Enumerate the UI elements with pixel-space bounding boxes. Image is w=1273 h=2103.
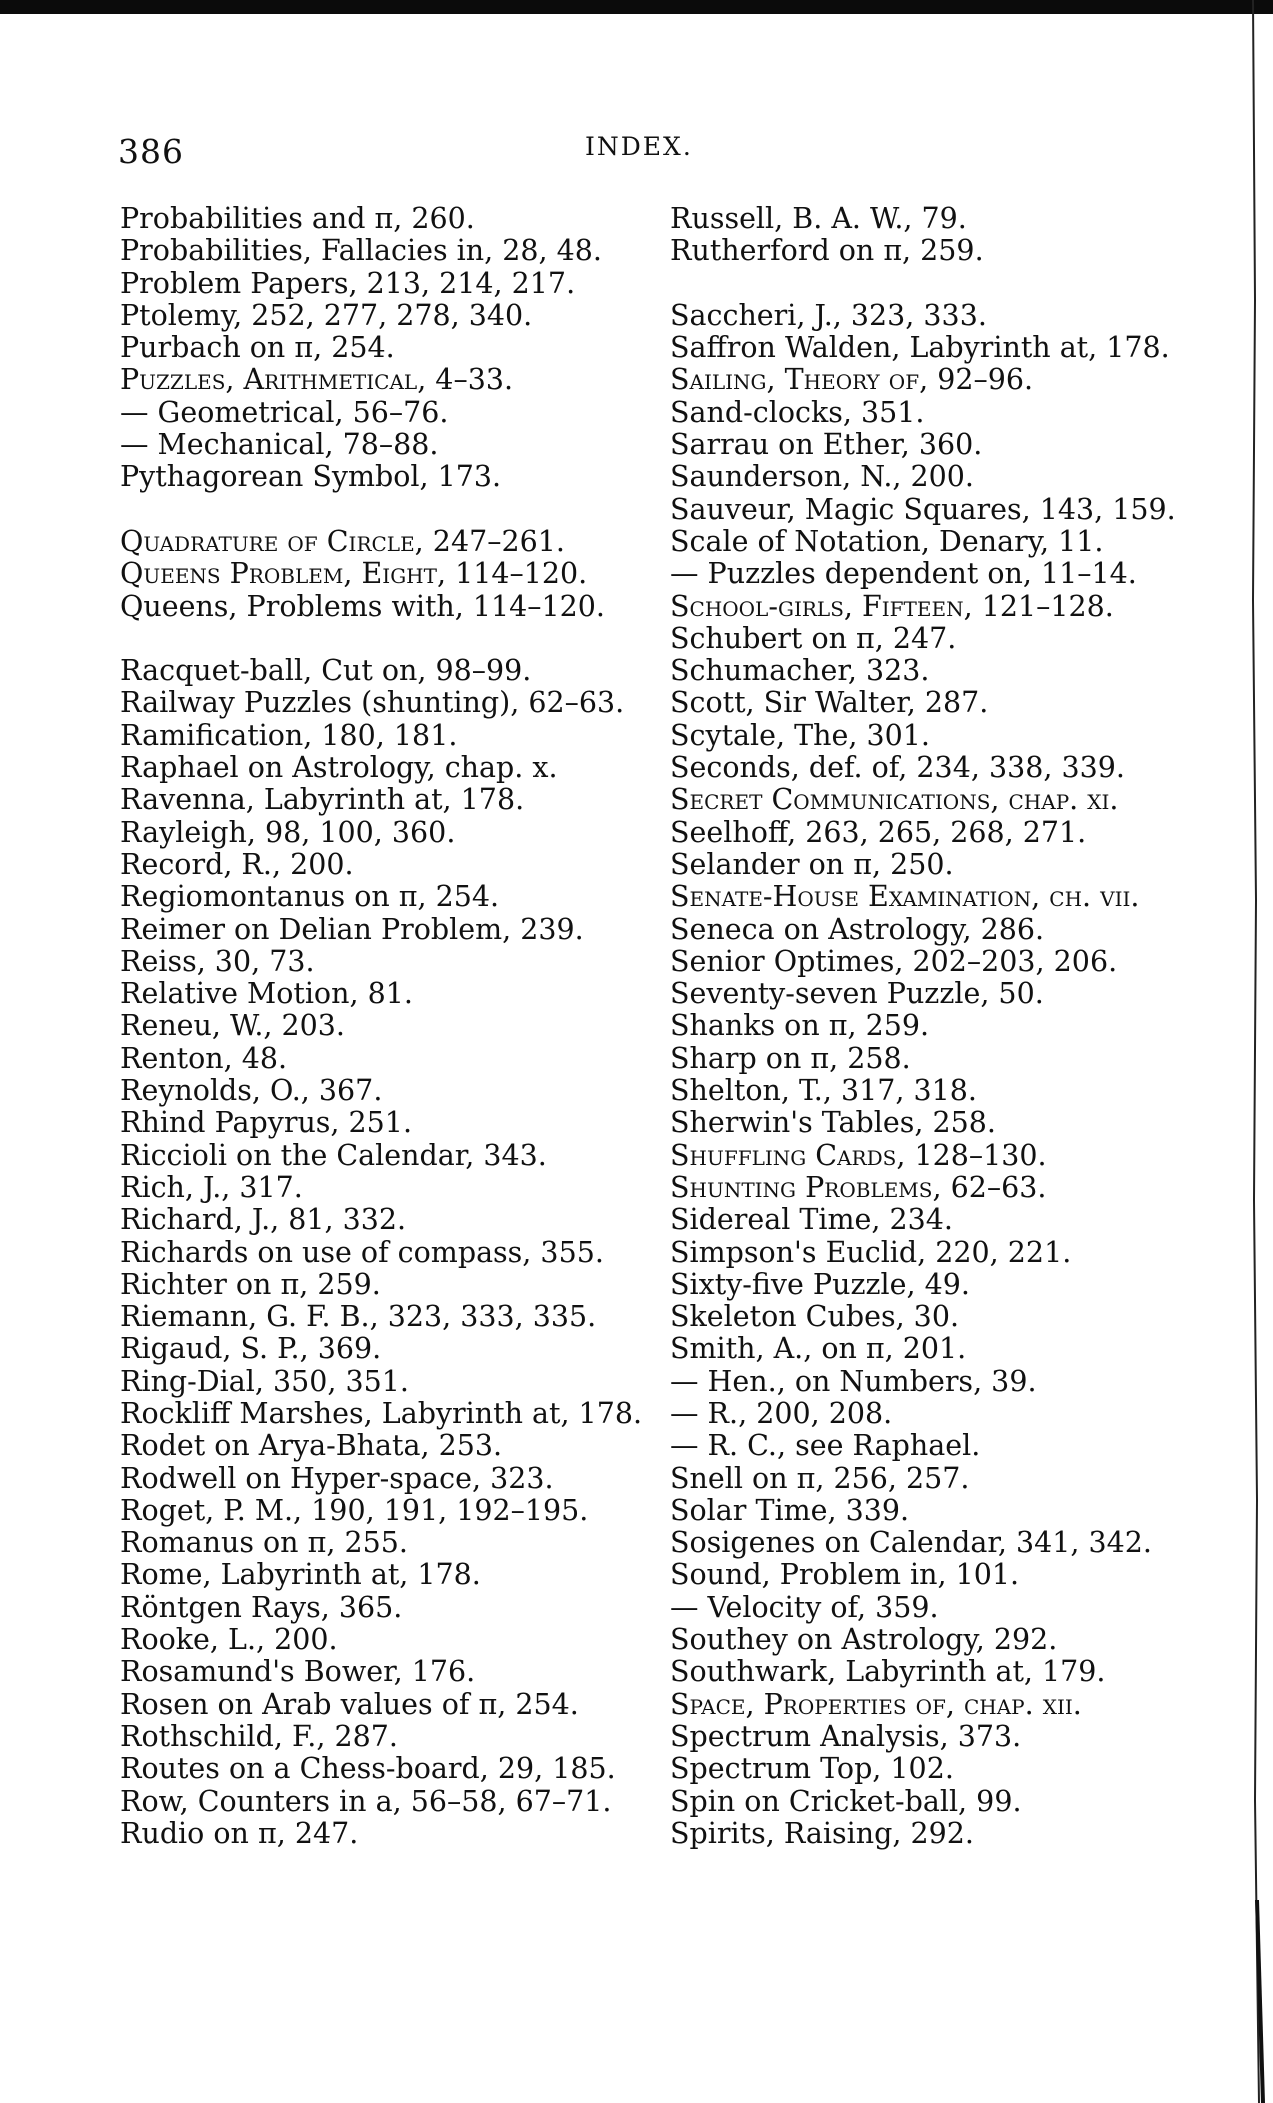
- index-entry: Rich, J., 317.: [120, 1170, 303, 1204]
- index-entry: Schumacher, 323.: [670, 654, 930, 688]
- index-entry: Shunting Problems, 62–63.: [670, 1170, 1047, 1204]
- index-entry: Spectrum Top, 102.: [670, 1752, 954, 1786]
- index-entry: — Geometrical, 56–76.: [120, 395, 449, 429]
- index-entry: Rodwell on Hyper-space, 323.: [120, 1461, 554, 1495]
- index-entry: Seconds, def. of, 234, 338, 339.: [670, 751, 1125, 785]
- index-entry: Scale of Notation, Denary, 11.: [670, 524, 1104, 558]
- index-entry: Seneca on Astrology, 286.: [670, 912, 1045, 946]
- index-entry: Ravenna, Labyrinth at, 178.: [120, 783, 525, 817]
- index-entry: Sharp on π, 258.: [670, 1041, 911, 1075]
- index-entry: Senate-House Examination, ch. vii.: [670, 880, 1140, 914]
- index-entry: Ring-Dial, 350, 351.: [120, 1364, 409, 1398]
- index-entry: Rosamund's Bower, 176.: [120, 1655, 476, 1689]
- index-entry: Railway Puzzles (shunting), 62–63.: [120, 686, 625, 720]
- index-entry: Puzzles, Arithmetical, 4–33.: [120, 363, 514, 397]
- index-entry: Saffron Walden, Labyrinth at, 178.: [670, 331, 1170, 365]
- index-entry: Röntgen Rays, 365.: [120, 1590, 403, 1624]
- index-entry: Relative Motion, 81.: [120, 977, 413, 1011]
- index-entry: Renton, 48.: [120, 1041, 288, 1075]
- index-entry: Rodet on Arya-Bhata, 253.: [120, 1429, 503, 1463]
- index-entry: Rosen on Arab values of π, 254.: [120, 1687, 579, 1721]
- index-entry: Racquet-ball, Cut on, 98–99.: [120, 654, 532, 688]
- index-entry: Reimer on Delian Problem, 239.: [120, 912, 584, 946]
- index-entry: Sailing, Theory of, 92–96.: [670, 363, 1034, 397]
- index-entry: Space, Properties of, chap. xii.: [670, 1687, 1082, 1721]
- running-head: INDEX.: [585, 132, 693, 161]
- index-entry: Southey on Astrology, 292.: [670, 1623, 1058, 1657]
- index-entry: Riccioli on the Calendar, 343.: [120, 1138, 547, 1172]
- index-entry: Sarrau on Ether, 360.: [670, 428, 983, 462]
- index-entry: Southwark, Labyrinth at, 179.: [670, 1655, 1106, 1689]
- index-entry: Rooke, L., 200.: [120, 1623, 338, 1657]
- index-entry: Shuffling Cards, 128–130.: [670, 1138, 1047, 1172]
- index-entry: — Velocity of, 359.: [670, 1590, 939, 1624]
- index-entry: Queens, Problems with, 114–120.: [120, 589, 605, 623]
- index-entry: Russell, B. A. W., 79.: [670, 202, 967, 235]
- index-entry: Riemann, G. F. B., 323, 333, 335.: [120, 1300, 597, 1334]
- index-entry: Reynolds, O., 367.: [120, 1074, 383, 1108]
- index-entry: Probabilities and π, 260.: [120, 202, 475, 235]
- index-entry: Rigaud, S. P., 369.: [120, 1332, 382, 1366]
- index-entry: Sand-clocks, 351.: [670, 395, 925, 429]
- index-entry: Roget, P. M., 190, 191, 192–195.: [120, 1493, 589, 1527]
- index-entry: Routes on a Chess-board, 29, 185.: [120, 1752, 616, 1786]
- index-entry: Sosigenes on Calendar, 341, 342.: [670, 1526, 1152, 1560]
- index-entry: Sauveur, Magic Squares, 143, 159.: [670, 492, 1176, 526]
- index-entry: Rutherford on π, 259.: [670, 234, 984, 268]
- index-entry: Spin on Cricket-ball, 99.: [670, 1784, 1022, 1818]
- index-entry: Reneu, W., 203.: [120, 1009, 345, 1043]
- index-entry: Reiss, 30, 73.: [120, 944, 315, 978]
- index-column-right: [670, 203, 1176, 1850]
- index-entry: — Puzzles dependent on, 11–14.: [670, 557, 1137, 591]
- index-entry: Rudio on π, 247.: [120, 1816, 359, 1850]
- index-entry: Saunderson, N., 200.: [670, 460, 974, 494]
- index-entry: Selander on π, 250.: [670, 847, 954, 881]
- index-entry: — R. C., see Raphael.: [670, 1429, 981, 1463]
- index-entry: Secret Communications, chap. xi.: [670, 783, 1119, 817]
- index-spacer: [670, 268, 1176, 300]
- index-entry: Scytale, The, 301.: [670, 718, 930, 752]
- index-entry: Rockliff Marshes, Labyrinth at, 178.: [120, 1396, 643, 1430]
- index-entry: Skeleton Cubes, 30.: [670, 1300, 960, 1334]
- page-number: 386: [118, 132, 184, 171]
- page-top-edge: [0, 0, 1273, 14]
- index-spacer: [120, 623, 642, 655]
- index-entry: Seventy-seven Puzzle, 50.: [670, 977, 1044, 1011]
- index-entry: Richards on use of compass, 355.: [120, 1235, 604, 1269]
- index-entry: Sound, Problem in, 101.: [670, 1558, 1020, 1592]
- index-entry: — R., 200, 208.: [670, 1396, 893, 1430]
- index-entry: Row, Counters in a, 56–58, 67–71.: [120, 1784, 612, 1818]
- index-entry: Scott, Sir Walter, 287.: [670, 686, 989, 720]
- index-spacer: [120, 494, 642, 526]
- index-entry: Senior Optimes, 202–203, 206.: [670, 944, 1118, 978]
- index-entry: Richard, J., 81, 332.: [120, 1203, 407, 1237]
- index-entry: School-girls, Fifteen, 121–128.: [670, 589, 1114, 623]
- index-entry: Schubert on π, 247.: [670, 621, 957, 655]
- index-entry: Rome, Labyrinth at, 178.: [120, 1558, 481, 1592]
- index-entry: Probabilities, Fallacies in, 28, 48.: [120, 234, 602, 268]
- index-entry: Raphael on Astrology, chap. x.: [120, 751, 558, 785]
- index-entry: Record, R., 200.: [120, 847, 354, 881]
- index-entry: Saccheri, J., 323, 333.: [670, 298, 987, 332]
- index-entry: Shelton, T., 317, 318.: [670, 1074, 977, 1108]
- index-entry: Sixty-five Puzzle, 49.: [670, 1267, 970, 1301]
- index-entry: Quadrature of Circle, 247–261.: [120, 524, 565, 558]
- index-entry: Rothschild, F., 287.: [120, 1719, 398, 1753]
- index-entry: Sidereal Time, 234.: [670, 1203, 953, 1237]
- index-entry: Ramification, 180, 181.: [120, 718, 458, 752]
- index-entry: Purbach on π, 254.: [120, 331, 395, 365]
- index-entry: Pythagorean Symbol, 173.: [120, 460, 502, 494]
- index-entry: Solar Time, 339.: [670, 1493, 910, 1527]
- index-entry: Shanks on π, 259.: [670, 1009, 930, 1043]
- index-column-left: [120, 203, 642, 1850]
- index-entry: Problem Papers, 213, 214, 217.: [120, 266, 576, 300]
- index-entry: Richter on π, 259.: [120, 1267, 381, 1301]
- index-entry: Sherwin's Tables, 258.: [670, 1106, 996, 1140]
- index-entry: Romanus on π, 255.: [120, 1526, 408, 1560]
- index-entry: Spectrum Analysis, 373.: [670, 1719, 1022, 1753]
- index-entry: Queens Problem, Eight, 114–120.: [120, 557, 588, 591]
- index-entry: Snell on π, 256, 257.: [670, 1461, 970, 1495]
- index-entry: Spirits, Raising, 292.: [670, 1816, 974, 1850]
- index-entry: Simpson's Euclid, 220, 221.: [670, 1235, 1072, 1269]
- index-entry: Rayleigh, 98, 100, 360.: [120, 815, 456, 849]
- index-entry: Ptolemy, 252, 277, 278, 340.: [120, 298, 533, 332]
- index-entry: Smith, A., on π, 201.: [670, 1332, 967, 1366]
- index-entry: Regiomontanus on π, 254.: [120, 880, 500, 914]
- index-entry: — Mechanical, 78–88.: [120, 428, 439, 462]
- page-binding-edge: [1233, 0, 1273, 2103]
- index-entry: Rhind Papyrus, 251.: [120, 1106, 412, 1140]
- index-entry: Seelhoff, 263, 265, 268, 271.: [670, 815, 1087, 849]
- index-entry: — Hen., on Numbers, 39.: [670, 1364, 1037, 1398]
